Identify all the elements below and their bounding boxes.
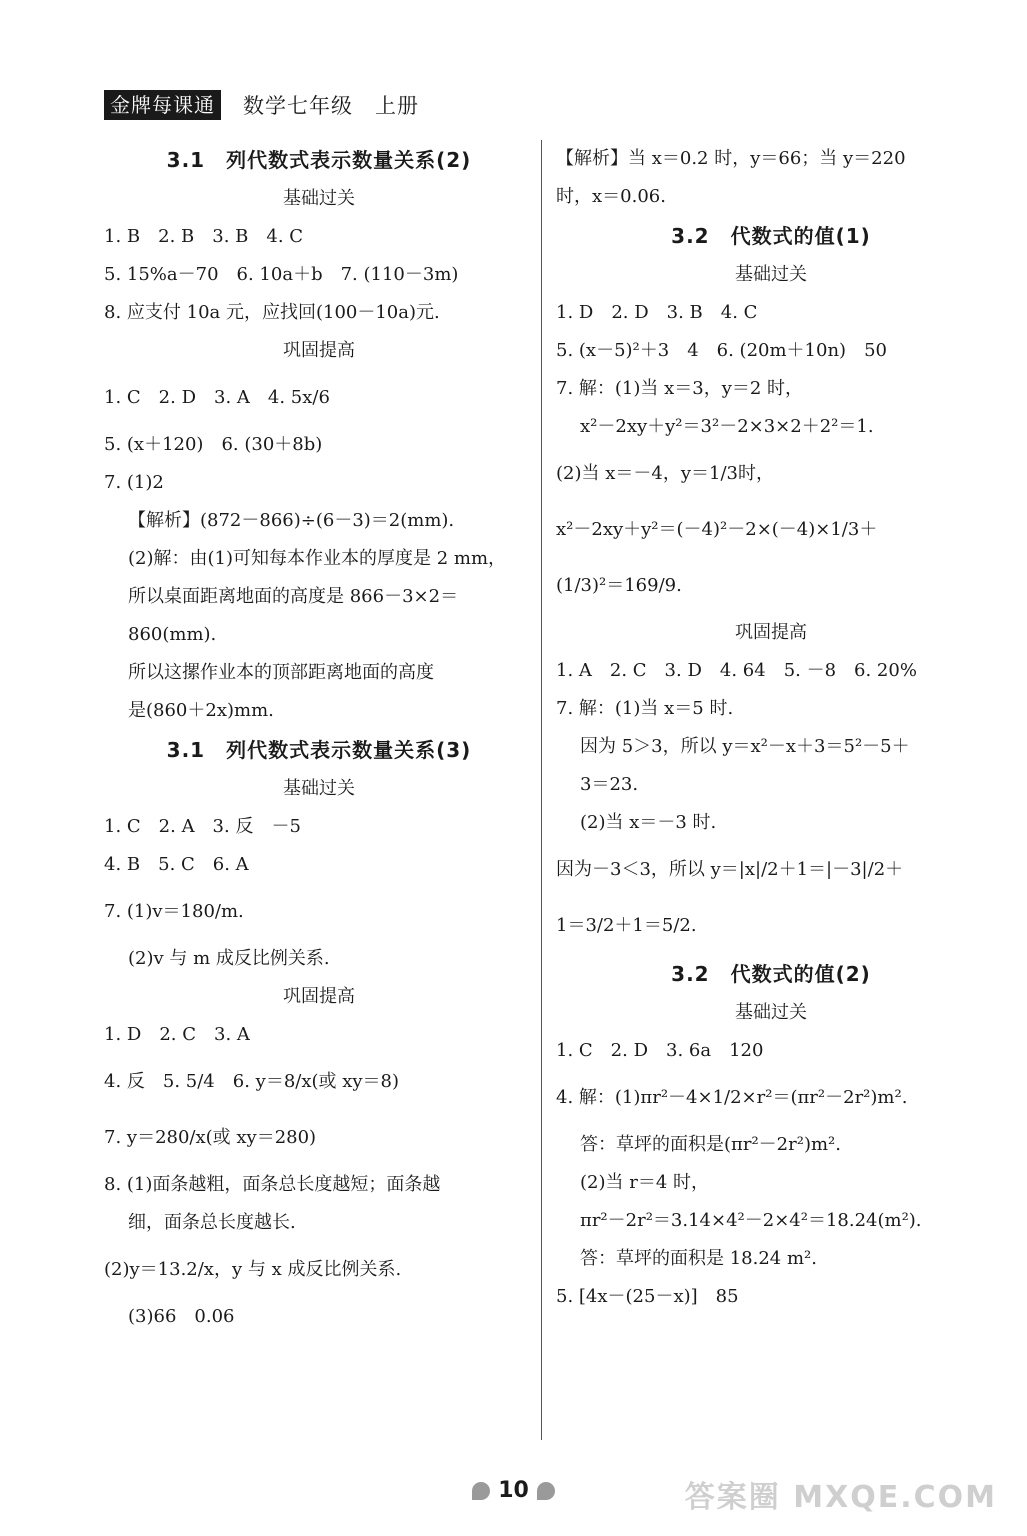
page-header [104,88,419,122]
answer-line: 1＝3/2＋1＝5/2. [556,915,697,936]
answer-line: 8. (1)面条越粗，面条总长度越短；面条越 [104,1174,441,1195]
subsection-title: 基础过关 [283,188,355,209]
section-title: 3.1 列代数式表示数量关系(3) [166,738,472,762]
answer-line: 7. (1)v＝180/m. [104,901,244,922]
answer-line: 答：草坪的面积是(πr²－2r²)m². [580,1134,841,1155]
answer-line: 1. C 2. D 3. 6a 120 [556,1040,764,1061]
subsection-title: 巩固提高 [283,986,355,1007]
answer-line: (2)y＝13.2/x，y 与 x 成反比例关系. [104,1259,402,1280]
subsection-title: 巩固提高 [283,340,355,361]
answer-line: 时，x＝0.06. [556,186,666,207]
answer-line: 5. (x－5)²＋3 4 6. (20m＋10n) 50 [556,340,887,361]
answer-line: 答：草坪的面积是 18.24 m². [580,1248,817,1269]
answer-line: 7. 解：(1)当 x＝5 时. [556,698,734,719]
answer-line: (2)当 r＝4 时， [580,1172,709,1193]
answer-line: 是(860＋2x)mm. [128,700,274,721]
answer-line: 因为 5＞3，所以 y＝x²－x＋3＝5²－5＋ [580,736,910,757]
page-number: 10 [498,1478,529,1503]
leaf-icon [537,1482,555,1500]
section-title: 3.2 代数式的值(2) [671,962,871,986]
column-divider [541,140,542,1440]
answer-line: 1. D 2. D 3. B 4. C [556,302,758,323]
answer-line: 1. A 2. C 3. D 4. 64 5. －8 6. 20% [556,660,917,681]
answer-line: 4. 反 5. 5/4 6. y＝8/x(或 xy＝8) [104,1071,400,1092]
answer-line: 因为－3＜3，所以 y＝|x|/2＋1＝|－3|/2＋ [556,859,904,880]
answer-line: 1. C 2. D 3. A 4. 5x/6 [104,387,330,408]
answer-line: 5. [4x－(25－x)] 85 [556,1286,739,1307]
answer-line: 3＝23. [580,774,639,795]
answer-line: x²－2xy＋y²＝3²－2×3×2＋2²＝1. [580,416,874,437]
answer-line: 8. 应支付 10a 元，应找回(100－10a)元. [104,302,440,323]
answer-line: 【解析】当 x＝0.2 时，y＝66；当 y＝220 [556,148,906,169]
answer-line: (1/3)²＝169/9. [556,575,682,596]
answer-line: 4. B 5. C 6. A [104,854,249,875]
section-title: 3.1 列代数式表示数量关系(2) [166,148,472,172]
answer-line: x²－2xy＋y²＝(－4)²－2×(－4)×1/3＋ [556,519,878,540]
right-column [556,140,986,1316]
answer-line: 5. (x＋120) 6. (30＋8b) [104,434,323,455]
answer-line: 1. D 2. C 3. A [104,1024,250,1045]
subsection-title: 基础过关 [283,778,355,799]
answer-line: 7. y＝280/x(或 xy＝280) [104,1127,317,1148]
answer-line: (2)当 x＝－3 时. [580,812,717,833]
answer-line: (2)解：由(1)可知每本作业本的厚度是 2 mm， [128,548,507,569]
brand-label: 金牌每课通 [104,90,221,120]
left-column [104,140,534,1336]
answer-line: 1. C 2. A 3. 反 －5 [104,816,301,837]
answer-line: 7. 解：(1)当 x＝3，y＝2 时， [556,378,804,399]
answer-line: 所以桌面距离地面的高度是 866－3×2＝ [128,586,459,607]
answer-line: (3)66 0.06 [128,1306,235,1327]
answer-line: 1. B 2. B 3. B 4. C [104,226,304,247]
answer-line: (2)v 与 m 成反比例关系. [128,948,330,969]
watermark: 答案圈 MXQE.COM [684,1480,997,1515]
answer-line: πr²－2r²＝3.14×4²－2×4²＝18.24(m²). [580,1210,922,1231]
subsection-title: 巩固提高 [735,622,807,643]
answer-line: 所以这摞作业本的顶部距离地面的高度 [128,662,434,683]
answer-line: 5. 15%a－70 6. 10a＋b 7. (110－3m) [104,264,459,285]
answer-line: 细，面条总长度越长. [128,1212,296,1233]
section-title: 3.2 代数式的值(1) [671,224,871,248]
answer-line: 7. (1)2 [104,472,164,493]
subject-label: 数学七年级 上册 [243,94,419,118]
subsection-title: 基础过关 [735,264,807,285]
answer-line: 【解析】(872－866)÷(6－3)＝2(mm). [128,510,455,531]
answer-line: 860(mm). [128,624,217,645]
answer-line: (2)当 x＝－4，y＝1/3时， [556,463,774,484]
answer-line: 4. 解：(1)πr²－4×1/2×r²＝(πr²－2r²)m². [556,1087,908,1108]
subsection-title: 基础过关 [735,1002,807,1023]
leaf-icon [472,1482,490,1500]
